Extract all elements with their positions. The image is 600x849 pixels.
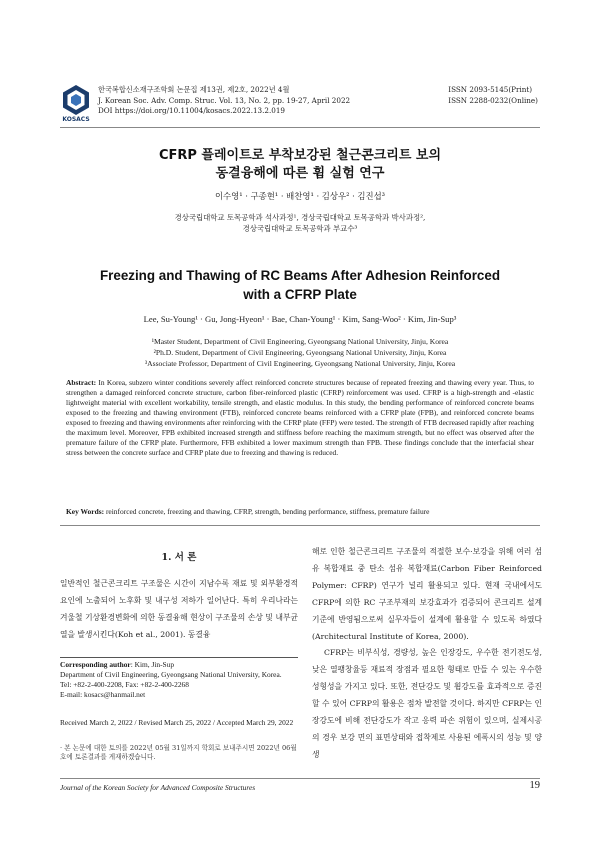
paper-title-korean: [60, 147, 540, 183]
footnote-divider: [60, 657, 298, 658]
issn-print: ISSN 2093-5145(Print): [448, 85, 533, 94]
authors-english: Lee, Su-Young¹ · Gu, Jong-Hyeon¹ · Bae, Chan-Young¹ · Kim, Sang-Woo² · Kim, Jin-Sup³: [143, 314, 457, 324]
intro-left-column: 일반적인 철근콘크리트 구조물은 시간이 지남수록 재료 및 외부환경적 요인에 노출되어 노후화 및 내구성 저하가 일어난다. 특히 우리나라는 겨울철 기상환경변화에 의한 동결융해 현상이 구조물의 손상 및 내부균열을 발생시킨다(Koh et al., 2001). 동결융: [60, 579, 298, 639]
intro-paragraph: 해로 인한 철근콘크리트 구조물의 적절한 보수·보강을 위해 여러 섬유 복합재료 중 탄소 섬유 복합재료(Carbon Fiber Reinforced Polymer: CFRP) 연구가 널리 활용되고 있다. 현재 국내에서도 CFRP에 의한 RC 구조부재의 보강효과가 검증되어 콘크리트 설계기준에 반영됨으로써 실무자들이 설계에 활용할 수 있도록 하였다(Architectural Institute of Korea, 2000).: [312, 547, 542, 641]
corresponding-tel: Tel: +82-2-400-2208, Fax: +82-2-400-2268: [60, 679, 189, 689]
doi-link[interactable]: DOI https://doi.org/10.11004/kosacs.2022.13.2.019: [98, 106, 285, 116]
keywords-text: reinforced concrete, freezing and thawing, CFRP, strength, bending performance, stiffness, premature failure: [105, 507, 430, 516]
footer-divider: [60, 778, 540, 779]
corresponding-label: Corresponding author: [60, 660, 131, 669]
discussion-note: · 본 논문에 대한 토의를 2022년 05월 31일까지 학회로 보내주시면 2022년 06월호에 토론결과를 게재하겠습니다.: [60, 744, 297, 762]
intro-right-column: [312, 544, 542, 764]
affiliation-korean: [60, 212, 540, 235]
title-ko-line: 동결융해에 따른 휨 실험 연구: [215, 166, 385, 181]
header-divider: [60, 127, 540, 128]
keywords: [66, 507, 534, 517]
authors-korean: 이수영¹ · 구종현¹ · 배찬영¹ · 김상우² · 김진섭³: [214, 191, 386, 201]
paper-title-english: [60, 266, 540, 304]
journal-name-ko: 한국복합신소재구조학회 논문집 제13권, 제2호, 2022년 4월: [98, 85, 290, 94]
abstract: [66, 378, 534, 458]
affiliation-ko-line: 경상국립대학교 토목공학과 부교수³: [242, 224, 358, 234]
affiliations-english: [60, 336, 540, 370]
title-en-line: with a CFRP Plate: [243, 287, 357, 302]
corresponding-dept: Department of Civil Engineering, Gyeongsang National University, Korea.: [60, 669, 282, 679]
abstract-label: Abstract:: [66, 378, 97, 387]
logo-label: KOSACS: [62, 116, 90, 123]
title-en-line: Freezing and Thawing of RC Beams After Adhesion Reinforced: [99, 268, 501, 283]
issn-block: [448, 85, 538, 106]
page-number: 19: [529, 780, 540, 791]
corresponding-email[interactable]: E-mail: kosacs@hanmail.net: [60, 689, 146, 699]
received-dates: Received March 2, 2022 / Revised March 25, 2022 / Accepted March 29, 2022: [60, 718, 294, 727]
abstract-divider: [60, 525, 540, 526]
corresponding-name: : Kim, Jin-Sup: [130, 660, 175, 669]
title-ko-line: CFRP 플레이트로 부착보강된 철근콘크리트 보의: [158, 148, 442, 163]
journal-name-en: J. Korean Soc. Adv. Comp. Struc. Vol. 13, No. 2, pp. 19-27, April 2022: [98, 95, 351, 105]
section-heading-introduction: 1. 서 론: [161, 552, 197, 563]
abstract-text: In Korea, subzero winter conditions severely affect reinforced concrete structures because of repeated freezing and thawing every year. Thus, to strengthen a damaged reinforced concrete structure, carbon fiber-reinforced plastic (CFRP) reinforcement was used. CFRP is a high-strength and -elastic lightweight material with excellent workability, tensile strength, and elastic modulus. In this study, the bending performance of reinforced concrete beams exposed to the freezing and thawing environment (FTB), reinforced concrete beams reinforced with a CFRP plate (FPB), and reinforced concrete beams exposed to freezing and thawing environments after reinforcing with the CFRP plate (FFP) were tested. The strength of FTB decreased rapidly after reaching the maximum level. Moreover, FPB exhibited increased strength and stiffness before reaching the maximum strength, but no effect was observed after the premature failure of the CFRP plate. Furthermore, FFB exhibited a lower maximum strength than FPB. These findings conclude that the interfacial shear stress between the concrete surface and CFRP plate due to freezing and thawing is reduced.: [66, 378, 534, 458]
affiliation-en-line: ¹Master Student, Department of Civil Engineering, Gyeongsang National University, Jinju, Korea: [151, 337, 449, 346]
corresponding-author: [60, 660, 298, 700]
affiliation-en-line: ³Associate Professor, Department of Civil Engineering, Gyeongsang National University, Jinju, Korea: [144, 359, 456, 369]
affiliation-en-line: ²Ph.D. Student, Department of Civil Engineering, Gyeongsang National University, Jinju, Korea: [153, 348, 447, 358]
intro-paragraph: CFRP는 비부식성, 경량성, 높은 인장강도, 우수한 전기전도성, 낮은 열팽창율등 재료적 장점과 필요한 형태로 만들 수 있는 우수한 성형성을 가지고 있다. 또한, 전단강도 및 휨강도를 효과적으로 증진할 수 있어 CFRP의 활용은 점차 발전할 것이다. 하지만 CFRP는 인장강도에 비해 전단강도가 작고 응력 파손 위험이 있으며, 실제시공의 경우 보강 면의 표면상태와 접착제로 사용된 에폭시의 성능 및 양생: [312, 648, 542, 759]
affiliation-ko-line: 경상국립대학교 토목공학과 석사과정¹, 경상국립대학교 토목공학과 박사과정²,: [174, 213, 426, 222]
journal-info: [98, 85, 350, 117]
issn-online: ISSN 2288-0232(Online): [448, 95, 538, 105]
keywords-label: Key Words:: [66, 507, 105, 516]
footer-journal-name: Journal of the Korean Society for Advanced Composite Structures: [60, 783, 256, 792]
